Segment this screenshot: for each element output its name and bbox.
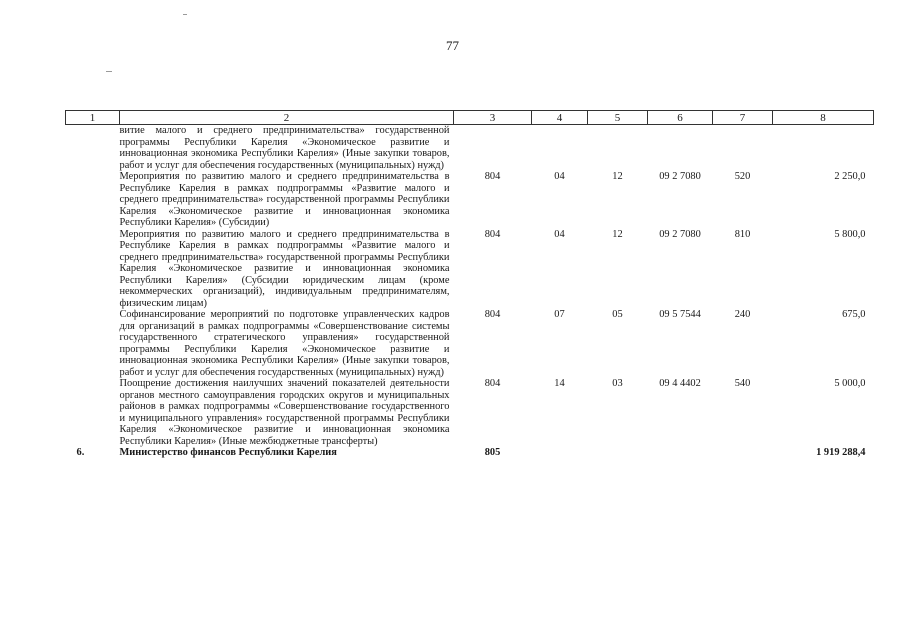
cell-target-article: 09 4 4402 xyxy=(659,378,701,389)
cell-ministry-code: 804 xyxy=(484,378,501,389)
cell-ministry-code: 804 xyxy=(484,171,501,182)
cell-ministry-code: 804 xyxy=(484,309,501,320)
cell-target-article: 09 5 7544 xyxy=(659,309,701,320)
cell-subsection xyxy=(588,125,648,172)
cell-section: 14 xyxy=(554,378,565,389)
row-description: Поощрение достижения наилучших значений показателей деятельности органов местного самоуправления городских округов и муниципальных районов в рамках подпрограммы «Совершенствование государственного и муниципального управления» государственной программы Республики Карелия «Экономическое развитие и инновационная экономика Республики Карелия» (Иные межбюджетные трансферты) xyxy=(119,378,450,447)
cell-expense-type: 810 xyxy=(734,228,751,240)
column-header-2: 2 xyxy=(120,111,454,125)
cell-ministry-code: 805 xyxy=(484,447,501,458)
cell-expense-type: 520 xyxy=(734,171,751,182)
cell-expense-type: 540 xyxy=(734,378,751,389)
table-row xyxy=(66,229,874,310)
column-header-8: 8 xyxy=(773,111,874,125)
page-number: 77 xyxy=(446,38,459,53)
scan-artifact-mark xyxy=(183,14,187,15)
cell-expense-type: 240 xyxy=(734,309,751,320)
row-description: витие малого и среднего предпринимательства» государственной программы Республики Карелия «Экономическое развитие и инновационная экономика Республики Карелия» (Иные закупки товаров, работ и услуг для обеспечения государственных (муниципальных) нужд) xyxy=(119,125,450,171)
cell-amount: 1 919 288,4 xyxy=(816,447,866,458)
cell-expense-type xyxy=(713,447,773,459)
row-description: Мероприятия по развитию малого и среднего предпринимательства в Республике Карелия в рамках подпрограммы «Развитие малого и среднего предпринимательства» государственной программы Республики Карелия «Экономическое развитие и инновационная экономика Республики Карелия» (Субсидии юридическим лицам (кроме некоммерческих организаций), индивидуальным предпринимателям, физическим лицам) xyxy=(119,228,450,309)
row-number xyxy=(66,309,120,378)
column-header-1: 1 xyxy=(66,111,120,125)
cell-section: 04 xyxy=(554,171,565,182)
row-number xyxy=(66,378,120,447)
header-row xyxy=(66,111,874,125)
cell-amount: 675,0 xyxy=(842,309,866,320)
cell-target-article xyxy=(648,125,713,172)
table-row-ministry-total xyxy=(66,447,874,459)
cell-target-article: 09 2 7080 xyxy=(659,228,701,240)
cell-expense-type xyxy=(713,125,773,172)
cell-amount: 5 000,0 xyxy=(834,378,866,389)
table-row xyxy=(66,171,874,229)
table-row xyxy=(66,125,874,172)
row-description: Софинансирование мероприятий по подготовке управленческих кадров для организаций в рамках подпрограммы «Совершенствование системы государственного стратегического управления» государственной программы Республики Карелия «Экономическое развитие и инновационная экономика Республики Карелия» (Иные закупки товаров, работ и услуг для обеспечения государственных (муниципальных) нужд) xyxy=(119,309,450,378)
scan-artifact-mark xyxy=(106,71,112,72)
cell-section xyxy=(532,125,588,172)
row-number: 6. xyxy=(76,447,85,458)
cell-amount: 5 800,0 xyxy=(834,228,866,240)
cell-subsection: 12 xyxy=(612,228,623,240)
cell-section: 07 xyxy=(554,309,565,320)
budget-table xyxy=(65,110,874,459)
row-number xyxy=(66,125,120,172)
cell-subsection: 05 xyxy=(612,309,623,320)
cell-target-article: 09 2 7080 xyxy=(659,171,701,182)
cell-section xyxy=(532,447,588,459)
column-header-3: 3 xyxy=(454,111,532,125)
row-number xyxy=(66,171,120,229)
cell-amount xyxy=(773,125,874,172)
cell-ministry-code: 804 xyxy=(484,228,501,240)
column-header-5: 5 xyxy=(588,111,648,125)
cell-subsection xyxy=(588,447,648,459)
cell-amount: 2 250,0 xyxy=(834,171,866,182)
cell-section: 04 xyxy=(554,228,565,240)
cell-ministry-code xyxy=(454,125,532,172)
column-header-6: 6 xyxy=(648,111,713,125)
column-header-7: 7 xyxy=(713,111,773,125)
row-description: Мероприятия по развитию малого и среднего предпринимательства в Республике Карелия в рамках подпрограммы «Развитие малого и среднего предпринимательства» государственной программы Республики Карелия «Экономическое развитие и инновационная экономика Республики Карелия» (Субсидии) xyxy=(119,171,450,228)
table-row xyxy=(66,378,874,447)
cell-target-article xyxy=(648,447,713,459)
cell-subsection: 12 xyxy=(612,171,623,182)
column-header-4: 4 xyxy=(532,111,588,125)
row-description: Министерство финансов Республики Карелия xyxy=(119,447,337,458)
cell-subsection: 03 xyxy=(612,378,623,389)
row-number xyxy=(66,229,120,310)
table-row xyxy=(66,309,874,378)
